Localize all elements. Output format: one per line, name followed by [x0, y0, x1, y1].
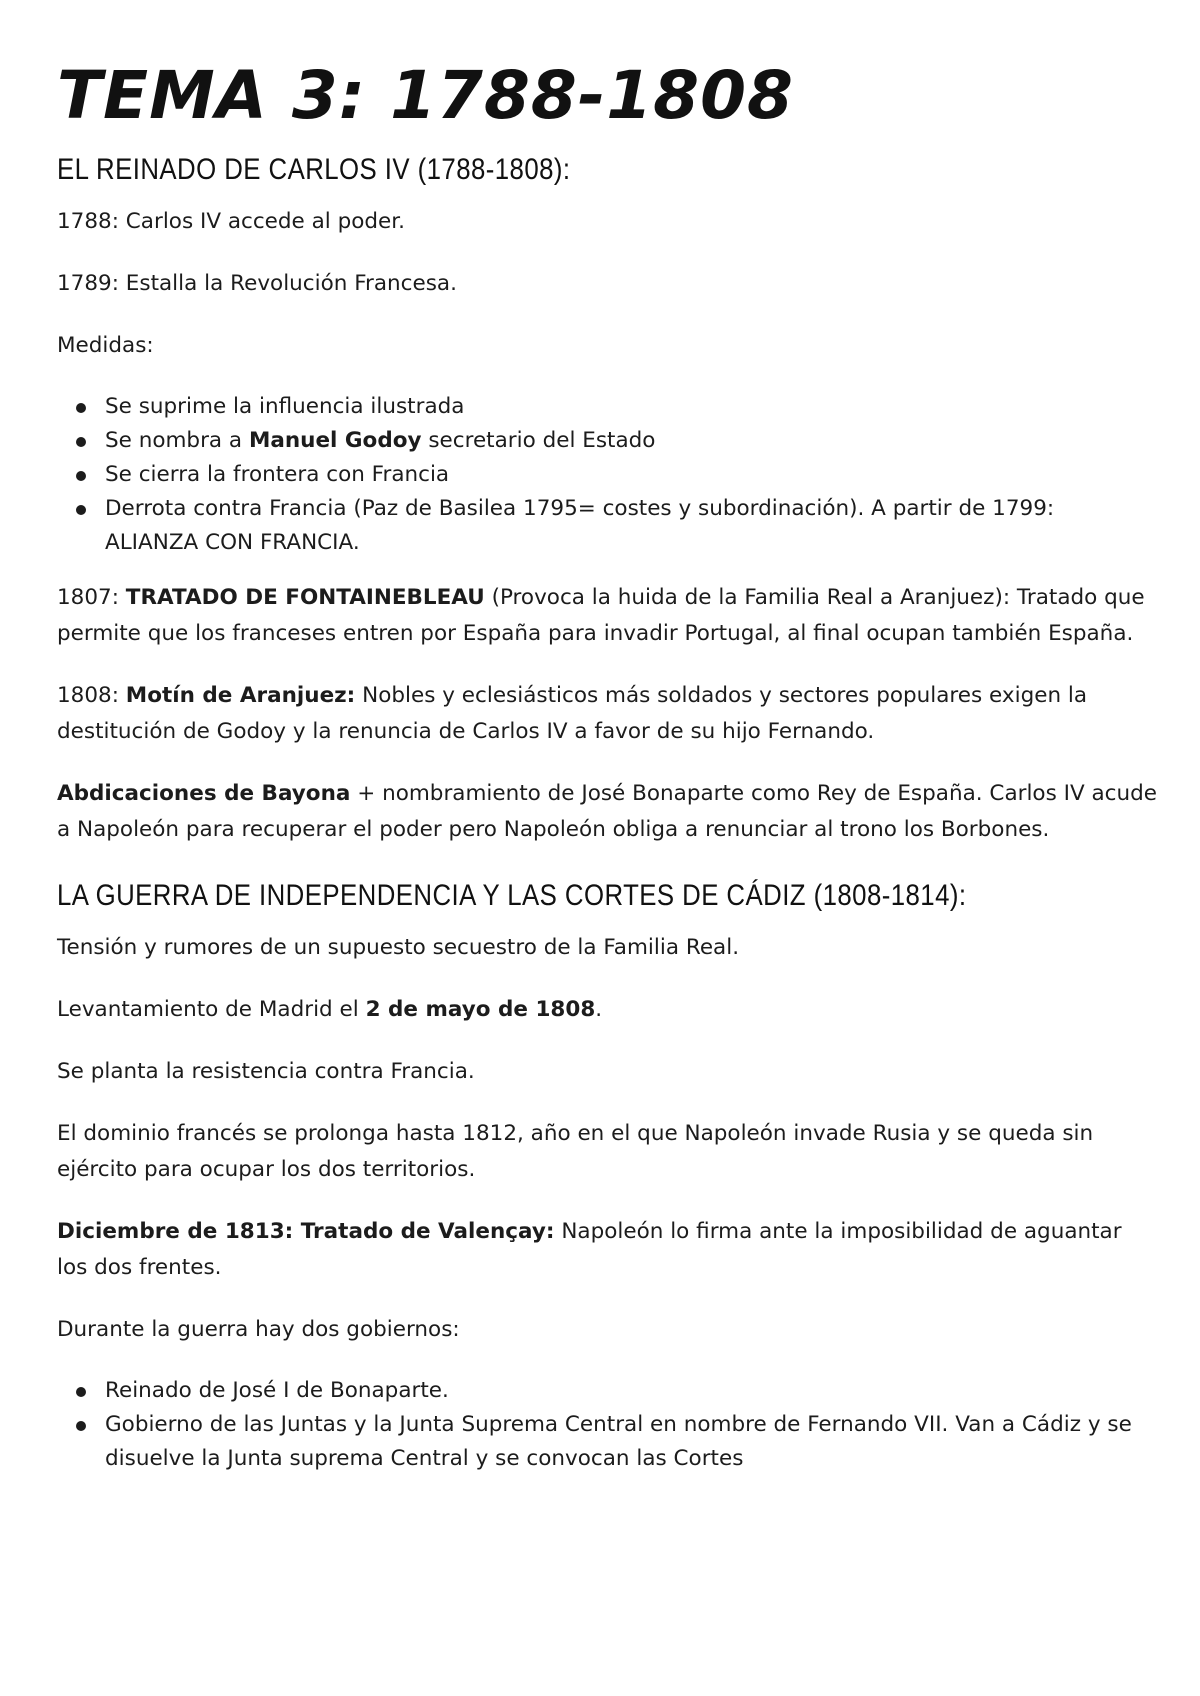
paragraph-valencay: Diciembre de 1813: Tratado de Valençay: Napoleón lo firma ante la imposibilidad de aguantar los dos frentes. — [57, 1219, 1122, 1280]
list-item: Se cierra la frontera con Francia — [105, 458, 1150, 492]
paragraph-resistencia: Se planta la resistencia contra Francia. — [57, 1059, 475, 1084]
section-heading-reinado: EL REINADO DE CARLOS IV (1788-1808): — [57, 153, 571, 186]
paragraph-1808: 1808: Motín de Aranjuez: Nobles y eclesiásticos más soldados y sectores populares exigen la destitución de Godoy y la renuncia de Carlos IV a favor de su hijo Fernando. — [57, 683, 1088, 744]
paragraph-gobiernos: Durante la guerra hay dos gobiernos: — [57, 1317, 460, 1342]
paragraph-medidas: Medidas: — [57, 333, 154, 358]
paragraph-bayona: Abdicaciones de Bayona + nombramiento de José Bonaparte como Rey de España. Carlos IV acude a Napoleón para recuperar el poder pero Napoleón obliga a renunciar al trono los Borbones. — [57, 781, 1157, 842]
section-heading-guerra: LA GUERRA DE INDEPENDENCIA Y LAS CORTES DE CÁDIZ (1808-1814): — [57, 879, 967, 912]
list-item: Derrota contra Francia (Paz de Basilea 1795= costes y subordinación). A partir de 1799: ALIANZA CON FRANCIA. — [105, 492, 1150, 560]
list-item: Reinado de José I de Bonaparte. — [105, 1374, 1150, 1408]
paragraph-tension: Tensión y rumores de un supuesto secuestro de la Familia Real. — [57, 935, 740, 960]
paragraph-1789: 1789: Estalla la Revolución Francesa. — [57, 271, 457, 296]
paragraph-1807: 1807: TRATADO DE FONTAINEBLEAU (Provoca la huida de la Familia Real a Aranjuez): Tratado que permite que los franceses entren por España para invadir Portugal, al final ocupan también España. — [57, 585, 1145, 646]
paragraph-1788: 1788: Carlos IV accede al poder. — [57, 209, 405, 234]
list-item: Se suprime la influencia ilustrada — [105, 390, 1150, 424]
list-item: Gobierno de las Juntas y la Junta Suprema Central en nombre de Fernando VII. Van a Cádiz y se disuelve la Junta suprema Central y se convocan las Cortes — [105, 1408, 1150, 1476]
paragraph-levantamiento: Levantamiento de Madrid el 2 de mayo de 1808. — [57, 997, 603, 1022]
list-item: Se nombra a Manuel Godoy secretario del Estado — [105, 424, 1150, 458]
gobiernos-list — [57, 1374, 1157, 1476]
medidas-list — [57, 390, 1157, 560]
paragraph-dominio: El dominio francés se prolonga hasta 1812, año en el que Napoleón invade Rusia y se queda sin ejército para ocupar los dos territorios. — [57, 1121, 1094, 1182]
page-title: TEMA 3: 1788-1808 — [57, 57, 794, 134]
document-page — [57, 56, 1157, 1496]
